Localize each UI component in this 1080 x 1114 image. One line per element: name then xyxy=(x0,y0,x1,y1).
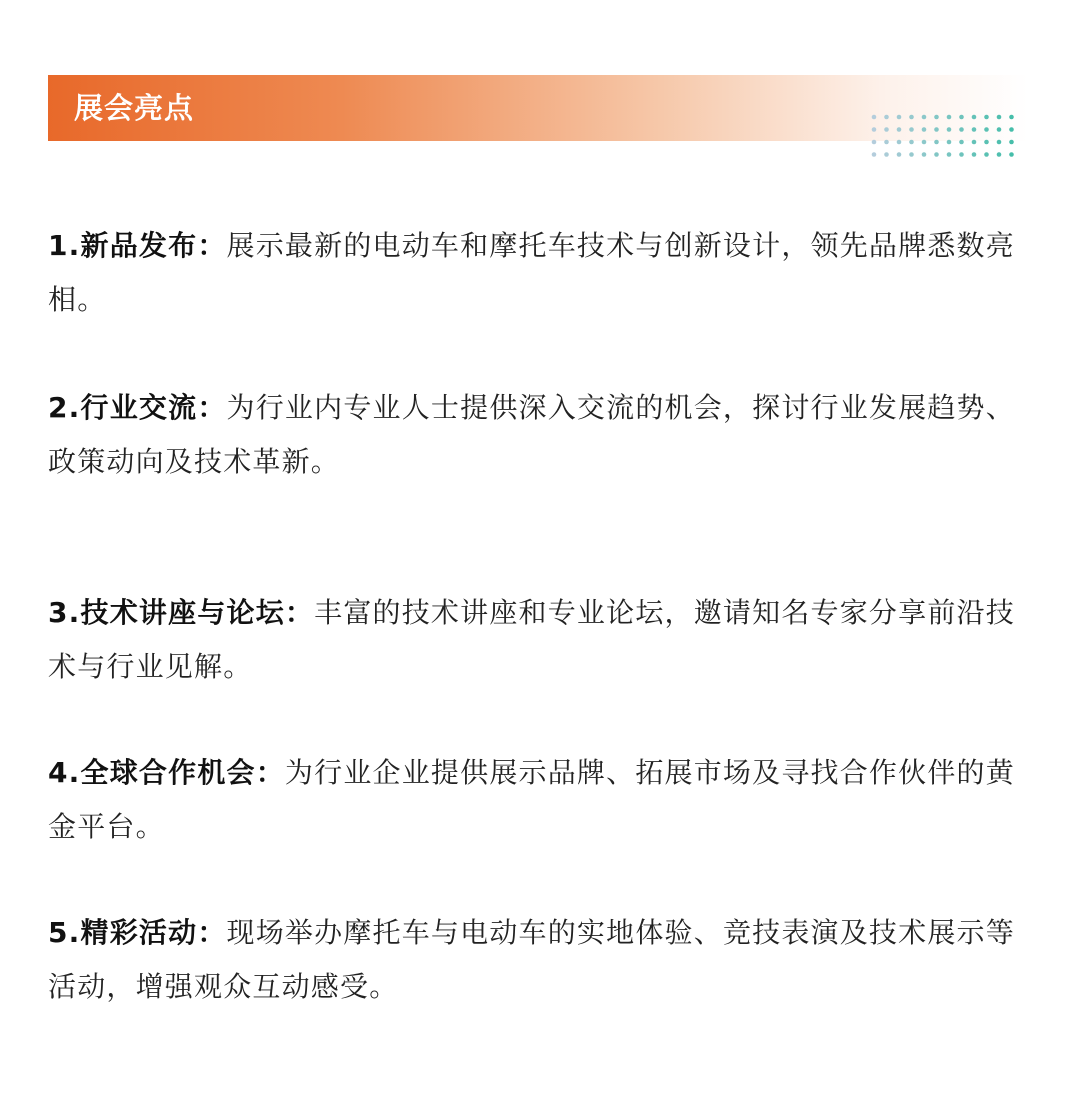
highlight-desc: 丰富的技术讲座和专业论坛，邀请知名专家分享前沿技术与行业见解。 xyxy=(48,596,1015,683)
highlight-desc: 现场举办摩托车与电动车的实地体验、竞技表演及技术展示等活动，增强观众互动感受。 xyxy=(48,916,1015,1003)
decorative-dot xyxy=(897,152,902,157)
decorative-dot xyxy=(897,115,902,120)
highlight-title: 5.精彩活动： xyxy=(48,916,227,949)
highlight-title: 2.行业交流： xyxy=(48,391,227,424)
decorative-dot xyxy=(909,140,914,145)
decorative-dot xyxy=(959,152,964,157)
decorative-dot xyxy=(947,127,952,132)
decorative-dot xyxy=(909,115,914,120)
decorative-dot xyxy=(997,152,1002,157)
decorative-dot xyxy=(872,127,877,132)
decorative-dot xyxy=(934,140,939,145)
decorative-dot xyxy=(884,127,889,132)
decorative-dot-grid xyxy=(870,113,1020,161)
decorative-dot xyxy=(984,152,989,157)
decorative-dot xyxy=(884,152,889,157)
decorative-dot xyxy=(959,115,964,120)
decorative-dot xyxy=(872,152,877,157)
highlight-item-2 xyxy=(48,381,1033,489)
section-title: 展会亮点 xyxy=(74,91,195,125)
highlight-desc: 展示最新的电动车和摩托车技术与创新设计，领先品牌悉数亮相。 xyxy=(48,229,1015,316)
decorative-dot xyxy=(997,140,1002,145)
highlight-title: 1.新品发布： xyxy=(48,229,227,262)
decorative-dot xyxy=(909,152,914,157)
decorative-dot xyxy=(997,115,1002,120)
decorative-dot xyxy=(922,127,927,132)
decorative-dot xyxy=(922,152,927,157)
decorative-dot xyxy=(1009,152,1014,157)
decorative-dot xyxy=(959,127,964,132)
highlight-desc: 为行业企业提供展示品牌、拓展市场及寻找合作伙伴的黄金平台。 xyxy=(48,756,1015,843)
highlight-item-4 xyxy=(48,746,1033,854)
decorative-dot xyxy=(872,115,877,120)
decorative-dot xyxy=(972,127,977,132)
highlight-title: 4.全球合作机会： xyxy=(48,756,285,789)
decorative-dot xyxy=(972,140,977,145)
decorative-dot xyxy=(972,115,977,120)
decorative-dot xyxy=(1009,115,1014,120)
decorative-dot xyxy=(984,127,989,132)
decorative-dot xyxy=(934,127,939,132)
decorative-dot xyxy=(909,127,914,132)
decorative-dot xyxy=(922,115,927,120)
decorative-dot xyxy=(884,115,889,120)
decorative-dot xyxy=(972,152,977,157)
highlight-title: 3.技术讲座与论坛： xyxy=(48,596,315,629)
decorative-dot xyxy=(947,115,952,120)
decorative-dot xyxy=(947,140,952,145)
decorative-dot xyxy=(922,140,927,145)
decorative-dot xyxy=(884,140,889,145)
decorative-dot xyxy=(947,152,952,157)
highlight-item-5 xyxy=(48,906,1033,1014)
decorative-dot xyxy=(984,140,989,145)
decorative-dot xyxy=(934,152,939,157)
decorative-dot xyxy=(959,140,964,145)
decorative-dot xyxy=(1009,140,1014,145)
highlight-item-3 xyxy=(48,586,1033,694)
decorative-dot xyxy=(1009,127,1014,132)
decorative-dot xyxy=(997,127,1002,132)
highlight-desc: 为行业内专业人士提供深入交流的机会，探讨行业发展趋势、政策动向及技术革新。 xyxy=(48,391,1015,478)
decorative-dot xyxy=(897,127,902,132)
decorative-dot xyxy=(934,115,939,120)
highlight-item-1 xyxy=(48,219,1033,327)
decorative-dot xyxy=(984,115,989,120)
decorative-dot xyxy=(872,140,877,145)
decorative-dot xyxy=(897,140,902,145)
